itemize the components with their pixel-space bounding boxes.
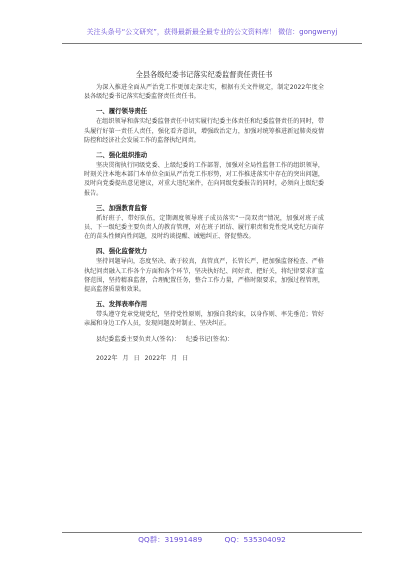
section-heading-5: 五、发挥表率作用 [96,300,148,309]
footer-qq: QQ：535304092 [224,535,286,544]
section-body-2: 坚决贯彻执行同级党委、上级纪委的工作部署，加强对全局性监督工作的组织领导，时刻关注本地本部门本单位全面从严治党工作形势，对工作推进落实中存在的突出问题，及时向党委提出意见建议，对重大违纪案件，在向同级党委报告的同时，必须向上级纪委报告。 [84,162,324,197]
signature-right: 纪委书记(签名)： [185,335,234,343]
footer-bar [62,532,362,546]
section-heading-2: 二、强化组织推动 [96,151,148,160]
section-body-3: 抓好班子、带好队伍，定期调度领导班子成员落实“一岗双责”情况，加强对班子成员、下一级纪委主要负责人的教育管理，对在班子团结、履行职责和党性党风党纪方面存在的苗头性倾向性问题，及时约谈提醒、诫勉纠正、督促整改。 [84,214,324,241]
signature-left: 县纪委监委主要负责人(签名)： [96,335,180,343]
document-body [84,70,324,363]
section-body-1: 在组织领导和落实纪委监督责任中切实履行纪委主体责任和纪委监督责任的同时，带头履行好第一责任人责任，强化看齐意识，增强政治定力，加强对统筹推进新冠肺炎疫情防控和经济社会发展工作的监督执纪问责。 [84,118,324,144]
section-body-5: 带头遵守党章党规党纪，坚持党性原则，加强自我约束，以身作则、率先垂范；管好亲属和身边工作人员，发现问题及时制止、坚决纠正。 [84,311,324,328]
section-heading-1: 一、履行领导责任 [96,107,148,116]
document-title: 全县各级纪委书记落实纪委监督责任责任书 [135,70,273,79]
header-banner: 关注头条号“公文研究”，获得最新最全最专业的公文资料库！ 微信：gongwenyj [62,26,362,44]
signature-line [84,335,324,344]
section-body-4: 坚持问题导向，态度坚决、敢于较真，真管真严，长管长严，把加强监督检查、严格执纪问责融入工作各个方面和各个环节，坚决执好纪、问好责、把好关，将纪律要求扩监督范围，坚持精准监督，合理配置任务，整合工作力量，严格时限要求，加强过程管理，提高监督质量和效果。 [84,258,324,294]
section-heading-3: 三、加强教育监督 [96,203,148,212]
intro-paragraph: 为深入推进全面从严治党工作更加走深走实，根据有关文件规定，制定2022年度全县各级纪委书记落实纪委监督责任责任书。 [84,84,324,101]
section-heading-4: 四、强化监督效力 [96,247,148,256]
footer-qq-group: QQ群：31991489 [138,535,203,544]
date-line: 2022年 月 日 2022年 月 日 [96,354,189,362]
